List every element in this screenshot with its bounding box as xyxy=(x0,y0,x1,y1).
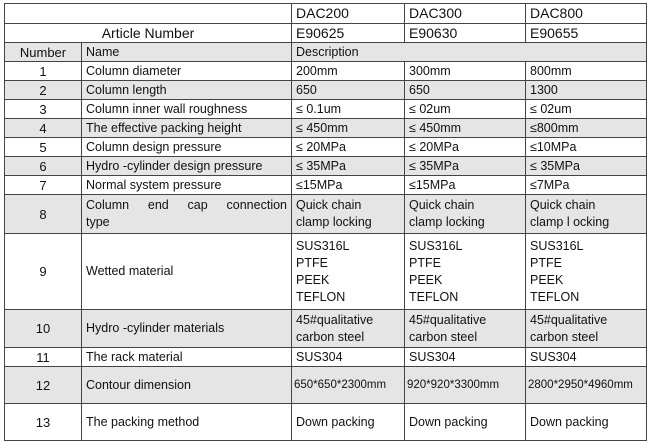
row-value xyxy=(526,234,647,310)
value-line: PEEK xyxy=(530,272,564,287)
row-number: 10 xyxy=(5,310,82,348)
row-name: Normal system pressure xyxy=(82,176,292,195)
value-line: carbon steel xyxy=(409,329,478,344)
value-line: TEFLON xyxy=(530,289,580,304)
article-number-label: Article Number xyxy=(5,24,292,43)
row-value: ≤ 02um xyxy=(405,100,526,119)
name-header: Name xyxy=(82,43,292,62)
row-value: ≤ 35MPa xyxy=(292,157,405,176)
row-number: 7 xyxy=(5,176,82,195)
row-number: 4 xyxy=(5,119,82,138)
row-number: 5 xyxy=(5,138,82,157)
value-line: clamp locking xyxy=(409,215,485,229)
header-blank-cell xyxy=(5,4,292,24)
row-name xyxy=(82,195,292,234)
row-name: The effective packing height xyxy=(82,119,292,138)
row-value: 650 xyxy=(405,81,526,100)
value-line: PEEK xyxy=(296,272,330,287)
row-value: 300mm xyxy=(405,62,526,81)
table-row xyxy=(5,176,647,195)
row-value xyxy=(292,195,405,234)
row-value: ≤7MPa xyxy=(526,176,647,195)
model-header-row xyxy=(5,4,647,24)
row-value: ≤ 35MPa xyxy=(526,157,647,176)
value-line: PEEK xyxy=(409,272,443,287)
table-row xyxy=(5,195,647,234)
value-line: carbon steel xyxy=(296,329,365,344)
row-value: 650 xyxy=(292,81,405,100)
value-line: SUS316L xyxy=(530,238,584,253)
row-value: Down packing xyxy=(292,404,405,441)
value-line: SUS316L xyxy=(409,238,463,253)
row-number: 12 xyxy=(5,367,82,404)
value-line: Quick chain xyxy=(296,198,362,212)
row-value: ≤ 02um xyxy=(526,100,647,119)
row-value xyxy=(405,234,526,310)
row-name: Column length xyxy=(82,81,292,100)
value-line: SUS316L xyxy=(296,238,350,253)
row-value: SUS304 xyxy=(405,348,526,367)
value-line: PTFE xyxy=(296,255,328,270)
row-value: 1300 xyxy=(526,81,647,100)
row-number: 2 xyxy=(5,81,82,100)
table-row xyxy=(5,119,647,138)
row-value: ≤15MPa xyxy=(292,176,405,195)
article-e90625: E90625 xyxy=(292,24,405,43)
row-value: ≤ 450mm xyxy=(292,119,405,138)
row-name: Column inner wall roughness xyxy=(82,100,292,119)
value-line: carbon steel xyxy=(530,329,599,344)
row-value: 650*650*2300mm xyxy=(292,367,405,404)
row-value xyxy=(526,310,647,348)
article-e90630: E90630 xyxy=(405,24,526,43)
value-line: TEFLON xyxy=(296,289,346,304)
description-header: Description xyxy=(292,43,647,62)
row-value: ≤10MPa xyxy=(526,138,647,157)
row-number: 8 xyxy=(5,195,82,234)
row-value: SUS304 xyxy=(526,348,647,367)
row-value: ≤15MPa xyxy=(405,176,526,195)
value-line: clamp l ocking xyxy=(530,215,610,229)
table-row xyxy=(5,81,647,100)
table-row xyxy=(5,348,647,367)
table-row xyxy=(5,138,647,157)
row-number: 6 xyxy=(5,157,82,176)
table-row xyxy=(5,404,647,441)
row-value: ≤ 450mm xyxy=(405,119,526,138)
table-row xyxy=(5,367,647,404)
row-name: Wetted material xyxy=(82,234,292,310)
specification-table xyxy=(4,3,647,441)
row-value: 200mm xyxy=(292,62,405,81)
article-number-row xyxy=(5,24,647,43)
row-name: Column design pressure xyxy=(82,138,292,157)
row-value: SUS304 xyxy=(292,348,405,367)
row-name: The rack material xyxy=(82,348,292,367)
row-number: 1 xyxy=(5,62,82,81)
row-name: Contour dimension xyxy=(82,367,292,404)
row-value xyxy=(405,310,526,348)
row-number: 3 xyxy=(5,100,82,119)
table-row xyxy=(5,310,647,348)
row-value: ≤ 20MPa xyxy=(405,138,526,157)
value-line: Quick chain xyxy=(409,198,475,212)
model-dac300: DAC300 xyxy=(405,4,526,24)
row-value: 2800*2950*4960mm xyxy=(526,367,647,404)
row-value: Down packing xyxy=(405,404,526,441)
column-header-row xyxy=(5,43,647,62)
row-value: ≤ 35MPa xyxy=(405,157,526,176)
row-name-line: Column end cap connection xyxy=(86,198,287,212)
row-value xyxy=(405,195,526,234)
value-line: PTFE xyxy=(409,255,441,270)
row-value: 800mm xyxy=(526,62,647,81)
row-value xyxy=(292,234,405,310)
row-value: 920*920*3300mm xyxy=(405,367,526,404)
value-line: 45#qualitative xyxy=(409,312,487,327)
row-number: 11 xyxy=(5,348,82,367)
value-line: TEFLON xyxy=(409,289,459,304)
value-line: 45#qualitative xyxy=(296,312,374,327)
table-row xyxy=(5,100,647,119)
article-e90655: E90655 xyxy=(526,24,647,43)
row-value xyxy=(526,195,647,234)
value-line: 45#qualitative xyxy=(530,312,608,327)
row-name-line: type xyxy=(86,215,110,229)
model-dac800: DAC800 xyxy=(526,4,647,24)
value-line: Quick chain xyxy=(530,198,596,212)
row-value: ≤ 20MPa xyxy=(292,138,405,157)
row-number: 13 xyxy=(5,404,82,441)
row-value: Down packing xyxy=(526,404,647,441)
row-value xyxy=(292,310,405,348)
row-name: The packing method xyxy=(82,404,292,441)
value-line: clamp locking xyxy=(296,215,372,229)
row-value: ≤800mm xyxy=(526,119,647,138)
table-row xyxy=(5,62,647,81)
row-name: Hydro -cylinder materials xyxy=(82,310,292,348)
table-row xyxy=(5,157,647,176)
row-value: ≤ 0.1um xyxy=(292,100,405,119)
value-line: PTFE xyxy=(530,255,562,270)
number-header: Number xyxy=(5,43,82,62)
model-dac200: DAC200 xyxy=(292,4,405,24)
row-number: 9 xyxy=(5,234,82,310)
table-row xyxy=(5,234,647,310)
row-name: Column diameter xyxy=(82,62,292,81)
row-name: Hydro -cylinder design pressure xyxy=(82,157,292,176)
